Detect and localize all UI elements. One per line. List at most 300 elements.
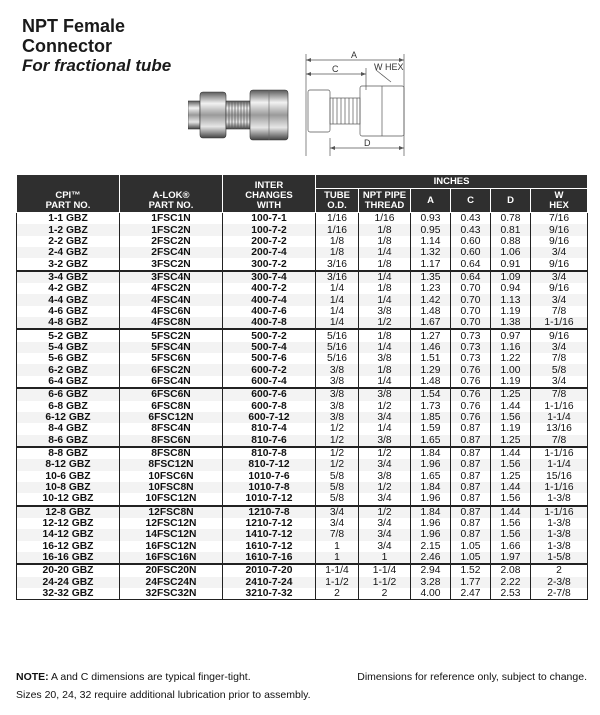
cell-interchange: 1010-7-8 — [223, 482, 316, 493]
header-alok-label: A-LOK® — [152, 190, 190, 201]
cell-dim-c: 0.76 — [451, 364, 491, 375]
cell-tube-od: 1/8 — [316, 236, 359, 247]
cell-dim-d: 0.91 — [491, 258, 531, 270]
cell-dim-a: 3.28 — [411, 577, 451, 588]
cell-dim-a: 1.84 — [411, 482, 451, 493]
cell-npt-thread: 1/4 — [359, 423, 411, 434]
cell-alok-part: 4FSC6N — [120, 306, 223, 317]
cell-dim-d: 2.53 — [491, 588, 531, 600]
cell-dim-d: 2.08 — [491, 564, 531, 576]
cell-dim-c: 0.87 — [451, 447, 491, 459]
cell-interchange: 400-7-4 — [223, 294, 316, 305]
cell-cpi-part: 1-2 GBZ — [17, 224, 120, 235]
header-w-2: HEX — [549, 199, 569, 211]
cell-dim-d: 0.81 — [491, 224, 531, 235]
table-row — [17, 317, 588, 329]
cell-npt-thread: 1 — [359, 552, 411, 564]
cell-dim-c: 0.73 — [451, 329, 491, 341]
cell-dim-a: 1.67 — [411, 317, 451, 329]
cell-dim-d: 1.44 — [491, 506, 531, 518]
cell-interchange: 1410-7-12 — [223, 529, 316, 540]
cell-tube-od: 1/2 — [316, 447, 359, 459]
cell-interchange: 3210-7-32 — [223, 588, 316, 600]
cell-alok-part: 4FSC2N — [120, 283, 223, 294]
cell-cpi-part: 6-6 GBZ — [17, 388, 120, 400]
cell-npt-thread: 3/8 — [359, 388, 411, 400]
header-cpi-label: CPI™ — [55, 190, 81, 201]
table-row — [17, 459, 588, 470]
sizes-note: Sizes 20, 24, 32 require additional lubrication prior to assembly. — [16, 689, 311, 701]
cell-dim-a: 1.42 — [411, 294, 451, 305]
cell-w-hex: 7/16 — [531, 213, 588, 225]
cell-w-hex: 2 — [531, 564, 588, 576]
cell-interchange: 400-7-2 — [223, 283, 316, 294]
cell-interchange: 810-7-4 — [223, 423, 316, 434]
cell-w-hex: 7/8 — [531, 306, 588, 317]
cell-npt-thread: 1-1/4 — [359, 564, 411, 576]
cell-w-hex: 1-3/8 — [531, 518, 588, 529]
cell-alok-part: 3FSC2N — [120, 258, 223, 270]
cell-tube-od: 5/16 — [316, 353, 359, 364]
cell-dim-a: 1.54 — [411, 388, 451, 400]
cell-dim-d: 1.56 — [491, 412, 531, 423]
cell-cpi-part: 5-2 GBZ — [17, 329, 120, 341]
header-npt-thread — [359, 189, 411, 213]
cell-interchange: 200-7-2 — [223, 236, 316, 247]
cell-npt-thread: 2 — [359, 588, 411, 600]
cell-tube-od: 7/8 — [316, 529, 359, 540]
table-row — [17, 388, 588, 400]
header-tube-od — [316, 189, 359, 213]
cell-dim-a: 1.23 — [411, 283, 451, 294]
cell-cpi-part: 8-8 GBZ — [17, 447, 120, 459]
cell-dim-d: 1.66 — [491, 541, 531, 552]
cell-npt-thread: 1/4 — [359, 247, 411, 258]
cell-tube-od: 3/8 — [316, 364, 359, 375]
cell-tube-od: 1/4 — [316, 317, 359, 329]
table-row — [17, 423, 588, 434]
cell-npt-thread: 3/8 — [359, 435, 411, 447]
cell-dim-d: 1.25 — [491, 388, 531, 400]
cell-dim-c: 0.87 — [451, 459, 491, 470]
cell-dim-d: 1.44 — [491, 401, 531, 412]
table-row — [17, 541, 588, 552]
table-row — [17, 258, 588, 270]
header-tube-1: TUBE — [324, 189, 350, 201]
table-row — [17, 329, 588, 341]
header-c: C — [451, 189, 491, 213]
cell-w-hex: 13/16 — [531, 423, 588, 434]
cell-alok-part: 12FSC8N — [120, 506, 223, 518]
table-row — [17, 506, 588, 518]
page-title-line1: NPT Female — [22, 16, 126, 36]
cell-cpi-part: 6-8 GBZ — [17, 401, 120, 412]
cell-tube-od: 1/2 — [316, 423, 359, 434]
cell-tube-od: 2 — [316, 588, 359, 600]
cell-dim-c: 0.76 — [451, 388, 491, 400]
cell-cpi-part: 6-4 GBZ — [17, 376, 120, 388]
cell-tube-od: 3/16 — [316, 258, 359, 270]
cell-dim-a: 1.65 — [411, 471, 451, 482]
cell-alok-part: 1FSC2N — [120, 224, 223, 235]
table-row — [17, 471, 588, 482]
cell-dim-a: 1.84 — [411, 506, 451, 518]
cell-interchange: 1010-7-6 — [223, 471, 316, 482]
header-a: A — [411, 189, 451, 213]
table-row — [17, 588, 588, 600]
cell-npt-thread: 1/4 — [359, 342, 411, 353]
cell-w-hex: 1-1/16 — [531, 506, 588, 518]
cell-interchange: 300-7-2 — [223, 258, 316, 270]
cell-dim-a: 1.46 — [411, 342, 451, 353]
table-row — [17, 283, 588, 294]
cell-interchange: 100-7-1 — [223, 213, 316, 225]
cell-cpi-part: 3-4 GBZ — [17, 271, 120, 283]
cell-w-hex: 1-1/4 — [531, 412, 588, 423]
cell-cpi-part: 8-4 GBZ — [17, 423, 120, 434]
cell-npt-thread: 1/8 — [359, 236, 411, 247]
table-row — [17, 236, 588, 247]
table-row — [17, 518, 588, 529]
cell-alok-part: 10FSC6N — [120, 471, 223, 482]
cell-dim-a: 0.95 — [411, 224, 451, 235]
cell-dim-c: 1.77 — [451, 577, 491, 588]
cell-dim-c: 0.70 — [451, 294, 491, 305]
cell-interchange: 400-7-6 — [223, 306, 316, 317]
cell-dim-a: 1.96 — [411, 529, 451, 540]
cell-dim-d: 1.38 — [491, 317, 531, 329]
cell-tube-od: 5/8 — [316, 471, 359, 482]
cell-dim-d: 0.97 — [491, 329, 531, 341]
cell-tube-od: 1-1/4 — [316, 564, 359, 576]
cell-w-hex: 2-3/8 — [531, 577, 588, 588]
cell-interchange: 810-7-12 — [223, 459, 316, 470]
cell-alok-part: 8FSC8N — [120, 447, 223, 459]
cell-npt-thread: 3/8 — [359, 353, 411, 364]
cell-tube-od: 1/2 — [316, 435, 359, 447]
cell-cpi-part: 4-4 GBZ — [17, 294, 120, 305]
cell-npt-thread: 3/4 — [359, 518, 411, 529]
note-label: NOTE: — [16, 671, 49, 683]
cell-npt-thread: 3/4 — [359, 493, 411, 505]
cell-dim-a: 1.85 — [411, 412, 451, 423]
cell-cpi-part: 16-16 GBZ — [17, 552, 120, 564]
header-interchanges — [223, 175, 316, 213]
cell-tube-od: 1/16 — [316, 224, 359, 235]
cell-dim-d: 1.25 — [491, 471, 531, 482]
cell-cpi-part: 5-4 GBZ — [17, 342, 120, 353]
table-row — [17, 401, 588, 412]
cell-dim-d: 1.19 — [491, 423, 531, 434]
cell-tube-od: 3/8 — [316, 388, 359, 400]
cell-dim-a: 1.65 — [411, 435, 451, 447]
cell-cpi-part: 2-4 GBZ — [17, 247, 120, 258]
cell-dim-c: 0.87 — [451, 471, 491, 482]
cell-npt-thread: 1/8 — [359, 364, 411, 375]
cell-dim-d: 1.16 — [491, 342, 531, 353]
cell-dim-a: 1.32 — [411, 247, 451, 258]
cell-npt-thread: 1/2 — [359, 447, 411, 459]
cell-w-hex: 5/8 — [531, 364, 588, 375]
cell-interchange: 600-7-6 — [223, 388, 316, 400]
title-block — [22, 16, 171, 76]
cell-interchange: 600-7-8 — [223, 401, 316, 412]
table-row — [17, 271, 588, 283]
note-left — [16, 671, 251, 683]
cell-npt-thread: 1/8 — [359, 329, 411, 341]
cell-cpi-part: 6-12 GBZ — [17, 412, 120, 423]
cell-interchange: 1610-7-16 — [223, 552, 316, 564]
cell-w-hex: 2-7/8 — [531, 588, 588, 600]
cell-w-hex: 9/16 — [531, 224, 588, 235]
cell-interchange: 1210-7-8 — [223, 506, 316, 518]
cell-dim-a: 1.96 — [411, 493, 451, 505]
cell-w-hex: 1-1/16 — [531, 401, 588, 412]
cell-interchange: 500-7-2 — [223, 329, 316, 341]
cell-cpi-part: 4-2 GBZ — [17, 283, 120, 294]
cell-dim-c: 0.43 — [451, 213, 491, 225]
header-cpi-sub: PART NO. — [45, 200, 91, 211]
table-row — [17, 564, 588, 576]
cell-npt-thread: 1/2 — [359, 506, 411, 518]
cell-w-hex: 9/16 — [531, 329, 588, 341]
cell-dim-d: 1.22 — [491, 353, 531, 364]
table-row — [17, 224, 588, 235]
cell-dim-d: 2.22 — [491, 577, 531, 588]
cell-tube-od: 5/16 — [316, 329, 359, 341]
cell-w-hex: 1-1/16 — [531, 447, 588, 459]
cell-dim-a: 1.17 — [411, 258, 451, 270]
header-npt-1: NPT PIPE — [362, 189, 407, 201]
cell-w-hex: 1-3/8 — [531, 541, 588, 552]
cell-alok-part: 5FSC2N — [120, 329, 223, 341]
cell-dim-a: 1.96 — [411, 459, 451, 470]
cell-w-hex: 1-1/4 — [531, 459, 588, 470]
header-tube-2: O.D. — [327, 199, 347, 211]
cell-dim-d: 1.25 — [491, 435, 531, 447]
cell-npt-thread: 3/4 — [359, 529, 411, 540]
cell-dim-d: 1.44 — [491, 447, 531, 459]
cell-dim-a: 0.93 — [411, 213, 451, 225]
cell-dim-a: 1.48 — [411, 306, 451, 317]
cell-dim-d: 0.78 — [491, 213, 531, 225]
cell-alok-part: 24FSC24N — [120, 577, 223, 588]
cell-w-hex: 7/8 — [531, 435, 588, 447]
label-a: A — [351, 50, 358, 60]
cell-dim-c: 0.87 — [451, 423, 491, 434]
cell-interchange: 2410-7-24 — [223, 577, 316, 588]
cell-npt-thread: 3/4 — [359, 459, 411, 470]
cell-dim-a: 1.96 — [411, 518, 451, 529]
cell-dim-c: 0.73 — [451, 353, 491, 364]
cell-interchange: 500-7-4 — [223, 342, 316, 353]
cell-tube-od: 1/4 — [316, 294, 359, 305]
cell-alok-part: 10FSC8N — [120, 482, 223, 493]
cell-dim-d: 1.44 — [491, 482, 531, 493]
label-d: D — [364, 138, 371, 148]
spec-table-body — [17, 213, 588, 600]
cell-tube-od: 1/4 — [316, 306, 359, 317]
table-row — [17, 493, 588, 505]
cell-alok-part: 8FSC4N — [120, 423, 223, 434]
cell-cpi-part: 8-6 GBZ — [17, 435, 120, 447]
cell-tube-od: 3/8 — [316, 401, 359, 412]
cell-interchange: 1610-7-12 — [223, 541, 316, 552]
cell-alok-part: 6FSC4N — [120, 376, 223, 388]
cell-npt-thread: 3/8 — [359, 471, 411, 482]
cell-dim-d: 1.00 — [491, 364, 531, 375]
cell-alok-part: 8FSC6N — [120, 435, 223, 447]
cell-dim-a: 4.00 — [411, 588, 451, 600]
cell-dim-c: 0.60 — [451, 247, 491, 258]
cell-interchange: 300-7-4 — [223, 271, 316, 283]
cell-dim-c: 2.47 — [451, 588, 491, 600]
cell-dim-d: 1.97 — [491, 552, 531, 564]
reference-note: Dimensions for reference only, subject to change. — [357, 671, 587, 683]
cell-npt-thread: 1/8 — [359, 224, 411, 235]
cell-npt-thread: 1-1/2 — [359, 577, 411, 588]
cell-alok-part: 16FSC16N — [120, 552, 223, 564]
cell-tube-od: 1/4 — [316, 283, 359, 294]
table-row — [17, 247, 588, 258]
cell-dim-c: 0.76 — [451, 401, 491, 412]
cell-tube-od: 1 — [316, 541, 359, 552]
cell-tube-od: 3/16 — [316, 271, 359, 283]
cell-alok-part: 4FSC4N — [120, 294, 223, 305]
cell-tube-od: 5/8 — [316, 482, 359, 493]
cell-dim-c: 1.52 — [451, 564, 491, 576]
cell-cpi-part: 10-12 GBZ — [17, 493, 120, 505]
table-row — [17, 552, 588, 564]
page-subtitle: For fractional tube — [22, 56, 172, 75]
cell-alok-part: 5FSC4N — [120, 342, 223, 353]
cell-dim-d: 0.94 — [491, 283, 531, 294]
cell-cpi-part: 4-8 GBZ — [17, 317, 120, 329]
cell-w-hex: 15/16 — [531, 471, 588, 482]
header-cpi — [17, 175, 120, 213]
table-row — [17, 435, 588, 447]
label-w-hex: W HEX — [374, 62, 404, 72]
cell-cpi-part: 32-32 GBZ — [17, 588, 120, 600]
cell-tube-od: 3/4 — [316, 518, 359, 529]
cell-interchange: 2010-7-20 — [223, 564, 316, 576]
cell-alok-part: 2FSC2N — [120, 236, 223, 247]
cell-tube-od: 1/2 — [316, 459, 359, 470]
cell-npt-thread: 1/2 — [359, 317, 411, 329]
cell-dim-d: 1.06 — [491, 247, 531, 258]
cell-w-hex: 7/8 — [531, 353, 588, 364]
cell-alok-part: 16FSC12N — [120, 541, 223, 552]
cell-cpi-part: 3-2 GBZ — [17, 258, 120, 270]
cell-w-hex: 1-3/8 — [531, 529, 588, 540]
label-c: C — [332, 64, 339, 74]
cell-alok-part: 20FSC20N — [120, 564, 223, 576]
cell-cpi-part: 6-2 GBZ — [17, 364, 120, 375]
cell-alok-part: 32FSC32N — [120, 588, 223, 600]
cell-interchange: 600-7-4 — [223, 376, 316, 388]
table-row — [17, 412, 588, 423]
cell-dim-c: 0.87 — [451, 506, 491, 518]
cell-interchange: 810-7-6 — [223, 435, 316, 447]
cell-interchange: 600-7-2 — [223, 364, 316, 375]
dimension-diagram — [296, 50, 414, 160]
cell-dim-d: 1.19 — [491, 376, 531, 388]
note-text: A and C dimensions are typical finger-tight. — [48, 671, 251, 683]
cell-w-hex: 7/8 — [531, 388, 588, 400]
header-w-hex — [531, 189, 588, 213]
cell-dim-a: 2.94 — [411, 564, 451, 576]
cell-tube-od: 3/8 — [316, 376, 359, 388]
cell-npt-thread: 1/16 — [359, 213, 411, 225]
cell-dim-c: 0.87 — [451, 482, 491, 493]
cell-cpi-part: 14-12 GBZ — [17, 529, 120, 540]
table-row — [17, 577, 588, 588]
cell-dim-a: 2.15 — [411, 541, 451, 552]
cell-dim-d: 1.56 — [491, 518, 531, 529]
cell-interchange: 600-7-12 — [223, 412, 316, 423]
header-npt-2: THREAD — [364, 199, 405, 211]
cell-interchange: 1210-7-12 — [223, 518, 316, 529]
cell-tube-od: 5/16 — [316, 342, 359, 353]
table-row — [17, 294, 588, 305]
cell-npt-thread: 3/8 — [359, 306, 411, 317]
cell-cpi-part: 12-8 GBZ — [17, 506, 120, 518]
cell-dim-a: 1.51 — [411, 353, 451, 364]
cell-cpi-part: 20-20 GBZ — [17, 564, 120, 576]
header-alok-sub: PART NO. — [148, 200, 194, 211]
cell-alok-part: 8FSC12N — [120, 459, 223, 470]
cell-dim-d: 1.13 — [491, 294, 531, 305]
cell-dim-c: 1.05 — [451, 552, 491, 564]
cell-npt-thread: 3/4 — [359, 412, 411, 423]
table-row — [17, 447, 588, 459]
table-row — [17, 353, 588, 364]
table-row — [17, 376, 588, 388]
cell-dim-a: 1.35 — [411, 271, 451, 283]
cell-alok-part: 10FSC12N — [120, 493, 223, 505]
cell-tube-od: 3/4 — [316, 506, 359, 518]
cell-interchange: 200-7-4 — [223, 247, 316, 258]
cell-dim-c: 0.87 — [451, 529, 491, 540]
table-row — [17, 482, 588, 493]
cell-alok-part: 14FSC12N — [120, 529, 223, 540]
cell-dim-c: 0.64 — [451, 271, 491, 283]
cell-npt-thread: 1/4 — [359, 376, 411, 388]
cell-w-hex: 3/4 — [531, 294, 588, 305]
cell-dim-c: 0.87 — [451, 518, 491, 529]
cell-npt-thread: 1/4 — [359, 271, 411, 283]
cell-interchange: 1010-7-12 — [223, 493, 316, 505]
cell-npt-thread: 1/2 — [359, 482, 411, 493]
cell-w-hex: 1-1/16 — [531, 482, 588, 493]
cell-tube-od: 1 — [316, 552, 359, 564]
cell-dim-c: 0.87 — [451, 435, 491, 447]
cell-dim-a: 1.27 — [411, 329, 451, 341]
cell-alok-part: 6FSC8N — [120, 401, 223, 412]
cell-dim-c: 0.70 — [451, 283, 491, 294]
table-row — [17, 213, 588, 225]
cell-alok-part: 2FSC4N — [120, 247, 223, 258]
cell-dim-d: 1.56 — [491, 459, 531, 470]
table-row — [17, 364, 588, 375]
cell-alok-part: 6FSC2N — [120, 364, 223, 375]
cell-npt-thread: 3/4 — [359, 541, 411, 552]
cell-cpi-part: 10-8 GBZ — [17, 482, 120, 493]
cell-dim-a: 1.59 — [411, 423, 451, 434]
cell-tube-od: 5/8 — [316, 493, 359, 505]
header-w-1: W — [554, 189, 564, 201]
cell-cpi-part: 10-6 GBZ — [17, 471, 120, 482]
